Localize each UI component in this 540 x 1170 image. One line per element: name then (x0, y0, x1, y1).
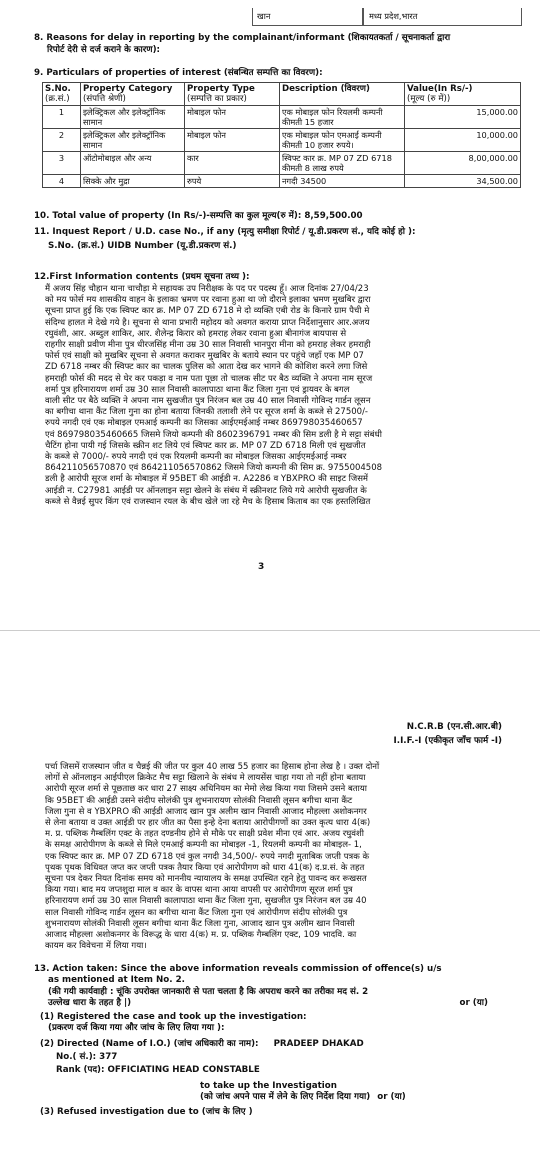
fir-line: वाली सीट पर बैठे व्यक्ति ने अपना नाम सुखजीत पुत्र निरंजन बल उम्र 40 साल निवासी गोविन्द गार्डन लूसन (45, 396, 371, 407)
fir-line: 864211056570870 एवं 864211056570862 जिसमे जियो कम्पनी की सिम क्र. 9755004508 (45, 463, 383, 474)
header-category: Property Category (संपत्ति श्रेणी) (81, 83, 185, 106)
item-9 (34, 66, 323, 78)
continued-line: हरिनारायण शर्मा उम्र 30 साल निवासी कालापाठा थाना कैंट जिला गुना, सुखजीत पुत्र निरंजन बल उम्र 40 (45, 896, 367, 907)
row-value: 8,00,000.00 (405, 152, 521, 175)
fir-line: के कब्जे से 7000/- रुपये नगदी एवं एक रियलमी कम्पनी का मोबाइल जिसका आईएमईआई नम्बर (45, 452, 347, 463)
io-rank: Rank (पद): OFFICIATING HEAD CONSTABLE (56, 1065, 260, 1076)
row-sno: 2 (43, 129, 81, 152)
continued-line: कि 95BET की आईडी उसने संदीप सोलंकी पुत्र शुभनारायण सोलंकी निवासी लूसन बगीचा थाना कैंट (45, 795, 353, 806)
fir-line: एवं 869798035460665 जिसमे जियो कम्पनी की 8602396791 नम्बर की सिम डली है मे सट्टा संबंधी (45, 429, 382, 440)
option-2-label: (2) Directed (Name of I.O.) (जांच अधिकारी का नाम): (40, 1038, 259, 1049)
continued-line: पर्चा जिसमें राजस्थान जीत व चैन्नई की जीत पर कुल 40 लाख 55 हजार का हिसाब होना लेख है । उक्त दोनों (45, 762, 380, 772)
option-1-hindi: (प्रकरण दर्ज किया गया और जांच के लिए लिया गया ): (48, 1023, 225, 1034)
item-10 (34, 209, 363, 221)
item-13-title-1: Action taken: Since the above information reveals commission of offence(s) u/s (52, 964, 442, 974)
table-row (43, 152, 521, 175)
continued-line: आरोपी सूरज शर्मा से पूछताछ कर धारा 27 साक्ष्य अधिनियम का मेमो लेख किया गया जिसमे उसने बताया (45, 784, 367, 795)
item-13-num: 13. (34, 964, 50, 974)
take-up-hindi-row (34, 1092, 524, 1103)
header-description: Description (विवरण) (280, 83, 405, 106)
io-name: PRADEEP DHAKAD (273, 1038, 364, 1049)
item-11 (34, 225, 524, 253)
item-12-text (45, 284, 520, 508)
top-cell-one (252, 8, 364, 26)
row-value: 10,000.00 (405, 129, 521, 152)
fir-line: रुपये नगदी एवं एक मोबाइल एमआई कम्पनी का जिसका आईएमईआई नम्बर 869798035460657 (45, 418, 363, 429)
ncrb-title: N.C.R.B (एन.सी.आर.बी) (406, 722, 502, 732)
option-2 (34, 1039, 524, 1050)
option-1: (1) Registered the case and took up the investigation: (40, 1012, 307, 1023)
fir-line: डली है आरोपी सूरज शर्मा के मोबाइल में 95BET की आईडी न. A2286 व YBXPRO की साइट जिसमें (45, 474, 369, 485)
fir-line: सूचना प्राप्त हुई कि एक स्विफ्ट कार क्र. MP 07 ZD 6718 मे दो व्यक्ति एबी रोड के किनारे ग्राम पैची मे (45, 306, 370, 317)
fir-line: मैं अजय सिंह चौहान थाना चाचौड़ा मे सहायक उप निरीक्षक के पद पर पदस्थ हूँ। आज दिनांक 27/04/23 (45, 284, 369, 294)
continued-line: आजाद मौहल्ला अशोकनगर के विरूद्ध के धारा 4(क) म. प्र. पब्लिक गैम्बलिंग एक्ट, 109 भादवि. का (45, 930, 357, 941)
continued-line: जिला गुना से व YBXPRO की आईडी आजाद खान पुत्र अलीम खान निवासी आजाद मौहल्ला अशोकनगर (45, 806, 367, 817)
continued-line: लोगों से ऑनलाइन आईपीएल क्रिकेट मैच सट्टा खिलाने के संबंध मे लायसेंस चाहा गया तो नहीं होना बताया (45, 773, 366, 784)
continued-line: सूचना पत्र देकर नियत दिनांक समय को माननीय न्यायालय के समक्ष उपस्थित रहने हेतु पावन्द कर रूखसत (45, 874, 367, 885)
row-category: इलेक्ट्रिकल और इलेक्ट्रॉनिक सामान (81, 106, 185, 129)
row-type: मोबाइल फोन (185, 129, 280, 152)
continued-line: से लेना बताया व उक्त आईडी पर हार जीत का पैसा इन्हे देना बताया आरोपीगणों का उक्त कृत्य धारा 4(क) (45, 818, 371, 829)
fir-line: आईडी न. C27981 आईडी पर ऑनलाइन सट्टा खेलने के संबंध में स्क्रीनशट लिये गये आरोपी सुखजीत के (45, 485, 367, 496)
row-type: कार (185, 152, 280, 175)
row-sno: 4 (43, 175, 81, 188)
item-12-heading: 12.First Information contents (प्रथम सूचना तथ्य ): (34, 272, 250, 282)
fir-line: ZD 6718 नम्बर की स्विफ्ट कार का चालक पुलिस को आता देख कर भागने की कोशिश करने लगा जिसे (45, 362, 368, 373)
item-8-num: 8. (34, 33, 44, 43)
fir-line: शर्मा पुत्र हरिनारायण शर्मा उम्र 30 साल निवासी कालापाठा थाना कैंट जिला गुना एवं ड्रायवर के बगल (45, 384, 350, 395)
fir-line: राहगीर साक्षी प्रवीण मीना पुत्र धीरजसिंह मीना उम्र 30 साल निवासी भानपुरा मीना को हमराह लेकर हमराही (45, 340, 371, 351)
item-8-text-2: रिपोर्ट देरी से दर्ज कराने के कारण): (47, 44, 161, 55)
top-cell-two-text: मध्य प्रदेश,भारत (369, 11, 418, 21)
page-number: 3 (258, 562, 265, 572)
item-13 (34, 964, 524, 1119)
table-row (43, 175, 521, 188)
item-11-text: Inquest Report / U.D. case No., if any (मृत्यु समीक्षा रिपोर्ट / यू.डी.प्रकरण सं., यदि कोई हो ): (52, 227, 416, 237)
fir-line: फोर्स एवं साक्षी को मुखबिर सूचना से अवगत कराकर मुखबिर के बताये स्थान पर पहुंचे जहाँ एक MP 07 (45, 351, 364, 362)
or-label-2: or (या) (377, 1091, 406, 1102)
row-description: स्विफ्ट कार क्र. MP 07 ZD 6718 कीमती 8 लाख रुपये (280, 152, 405, 175)
continued-line: एक स्विफ्ट कार क्र. MP 07 ZD 6718 एवं कुल नगदी 34,500/- रुपये नगदी मुताबिक जप्ती पत्रक के (45, 851, 369, 862)
continued-line: किया गया। बाद मय जप्तशुदा माल व कार के वापस थाना आया वापसी पर आरोपीगण सूरज शर्मा पुत्र (45, 885, 353, 896)
row-category: सिक्के और मुद्रा (81, 175, 185, 188)
item-8 (34, 33, 524, 56)
row-value: 34,500.00 (405, 175, 521, 188)
row-type: रुपये (185, 175, 280, 188)
row-description: एक मोबाइल फोन रियलमी कम्पनी कीमती 15 हजार (280, 106, 405, 129)
ncrb-header (394, 720, 502, 748)
item-10-num: 10. (34, 211, 50, 221)
properties-table-header (43, 83, 521, 106)
item-11-text-2: S.No. (क्र.सं.) UIDB Number (यू.डी.प्रकरण सं.) (48, 241, 237, 251)
fir-line: कब्जे से वैन्नई सुपर किंग एवं राजस्थान रयल के बीच खेले जा रहे मैच के हिसाब किताब का एक हस्तलिखित (45, 496, 371, 507)
row-type: मोबाइल फोन (185, 106, 280, 129)
item-13-title (34, 964, 524, 975)
take-up-hindi: (को जांच अपने पास में लेने के लिए निर्देश दिया गया) (200, 1091, 371, 1102)
row-value: 15,000.00 (405, 106, 521, 129)
take-up-investigation: to take up the Investigation (200, 1080, 337, 1091)
iif-title: I.I.F.-I (एकीकृत जाँच फार्म -I) (393, 736, 502, 746)
or-label-1: or (या) (459, 997, 488, 1008)
header-sno: S.No. (क्र.सं.) (43, 83, 81, 106)
continued-text (45, 762, 520, 952)
item-9-num: 9. (34, 68, 44, 78)
item-13-hindi-2: उल्लेख धारा के तहत है |) (48, 997, 132, 1008)
row-description: नगदी 34500 (280, 175, 405, 188)
continued-line: शुभनारायण सोलंकी निवासी लूसन बगीचा थाना कैंट जिला गुना, आजाद खान पुत्र अलीम खान निवासी (45, 918, 355, 929)
header-type: Property Type (सम्पत्ति का प्रकार) (185, 83, 280, 106)
row-category: ऑटोमोबाइल और अन्य (81, 152, 185, 175)
item-10-text: Total value of property (In Rs/-)-सम्पत्ति का कुल मूल्य(रु में): 8,59,500.00 (52, 211, 363, 221)
page-two (0, 690, 540, 1170)
fir-line: चैटिंग होना पायी गई जिसके स्क्रीन शट लिये एवं स्विफ्ट कार क्र. MP 07 ZD 6718 मिली एवं सुखजीत (45, 440, 366, 451)
row-description: एक मोबाइल फोन एमआई कम्पनी कीमती 10 हजार रुपये। (280, 129, 405, 152)
fir-line: को मय फोर्स मय शासकीय वाहन के इलाका भ्रमण पर रवाना हुआ था जो दौराने इलाका भ्रमण मुखबिर द्वारा (45, 295, 371, 306)
fir-line: संदिग्ध हालत मे देखे गये है। सूचना से थाना प्रभारी महोदय को अवगत कराया प्राप्त निर्देशानुसार आर.अजय (45, 317, 370, 328)
item-13-title-2: as mentioned at Item No. 2. (48, 975, 185, 986)
table-row (43, 106, 521, 129)
row-sno: 1 (43, 106, 81, 129)
fir-line: रघुवंशी, आर. अब्दुल शाकिर, आर. शैलेन्द्र किरार को हमराह लेकर रवाना हुआ बीनागंज बायपास से (45, 328, 347, 339)
top-cell-two (362, 8, 522, 26)
top-cell-one-text: खान (257, 11, 271, 21)
item-13-hindi-2-row (34, 998, 524, 1009)
fir-line: हमराही फोर्स की मदद से घेर कर पकड़ा व नाम पता पूछा तो चालक सीट पर बैठ व्यक्ति ने अपना नाम सूरज (45, 373, 373, 384)
io-number: No.( सं.): 377 (56, 1052, 118, 1063)
continued-line: के समक्ष आरोपीगण के कब्जे से मिले एमआई कम्पनी का मोबाइल -1, रियलमी कम्पनी का मोबाइल- 1, (45, 840, 362, 851)
continued-line: म. प्र. पब्लिक गैम्बलिंग एक्ट के तहत दण्डनीय होने से मौके पर साक्षी प्रवेश मीना एवं आर. अजय रघुवंशी (45, 829, 364, 840)
item-11-num: 11. (34, 227, 50, 237)
table-row (43, 129, 521, 152)
option-3: (3) Refused investigation due to (जांच के लिए ) (40, 1107, 253, 1118)
row-category: इलेक्ट्रिकल और इलेक्ट्रॉनिक सामान (81, 129, 185, 152)
item-13-hindi-1: (की गयी कार्यवाही : चूंकि उपरोक्त जानकारी से पता चलता है कि अपराध करने का तरीका मद सं. 2 (48, 986, 369, 997)
item-9-text: Particulars of properties of interest (संबन्धित सम्पत्ति का विवरण): (46, 68, 323, 78)
row-sno: 3 (43, 152, 81, 175)
continued-line: साल निवासी गोविन्द गार्डन लूसन का बगीचा थाना कैंट जिला गुना एवं आरोपीगण संदीप सोलंकी पुत्र (45, 907, 348, 918)
fir-line: का बगीचा थाना कैंट जिला गुना का होना बताया जिनकी तलाशी लेने पर सूरज शर्मा के कब्जे से 27500/- (45, 407, 368, 418)
item-8-text: Reasons for delay in reporting by the complainant/informant (शिकायतकर्ता / सूचनाकर्ता द्वारा (46, 33, 451, 43)
page-divider (0, 630, 540, 631)
continued-line: पृथक पृथक विधिवत जप्त कर जप्ती पत्रक तैयार किया एवं आरोपीगण को धारा 41(क) द.प्र.सं. के तहत (45, 862, 365, 873)
continued-line: कायम कर विवेचना में लिया गया। (45, 941, 147, 952)
properties-table (42, 82, 521, 188)
header-value: Value(In Rs/-) (मूल्य (रु में)) (405, 83, 521, 106)
